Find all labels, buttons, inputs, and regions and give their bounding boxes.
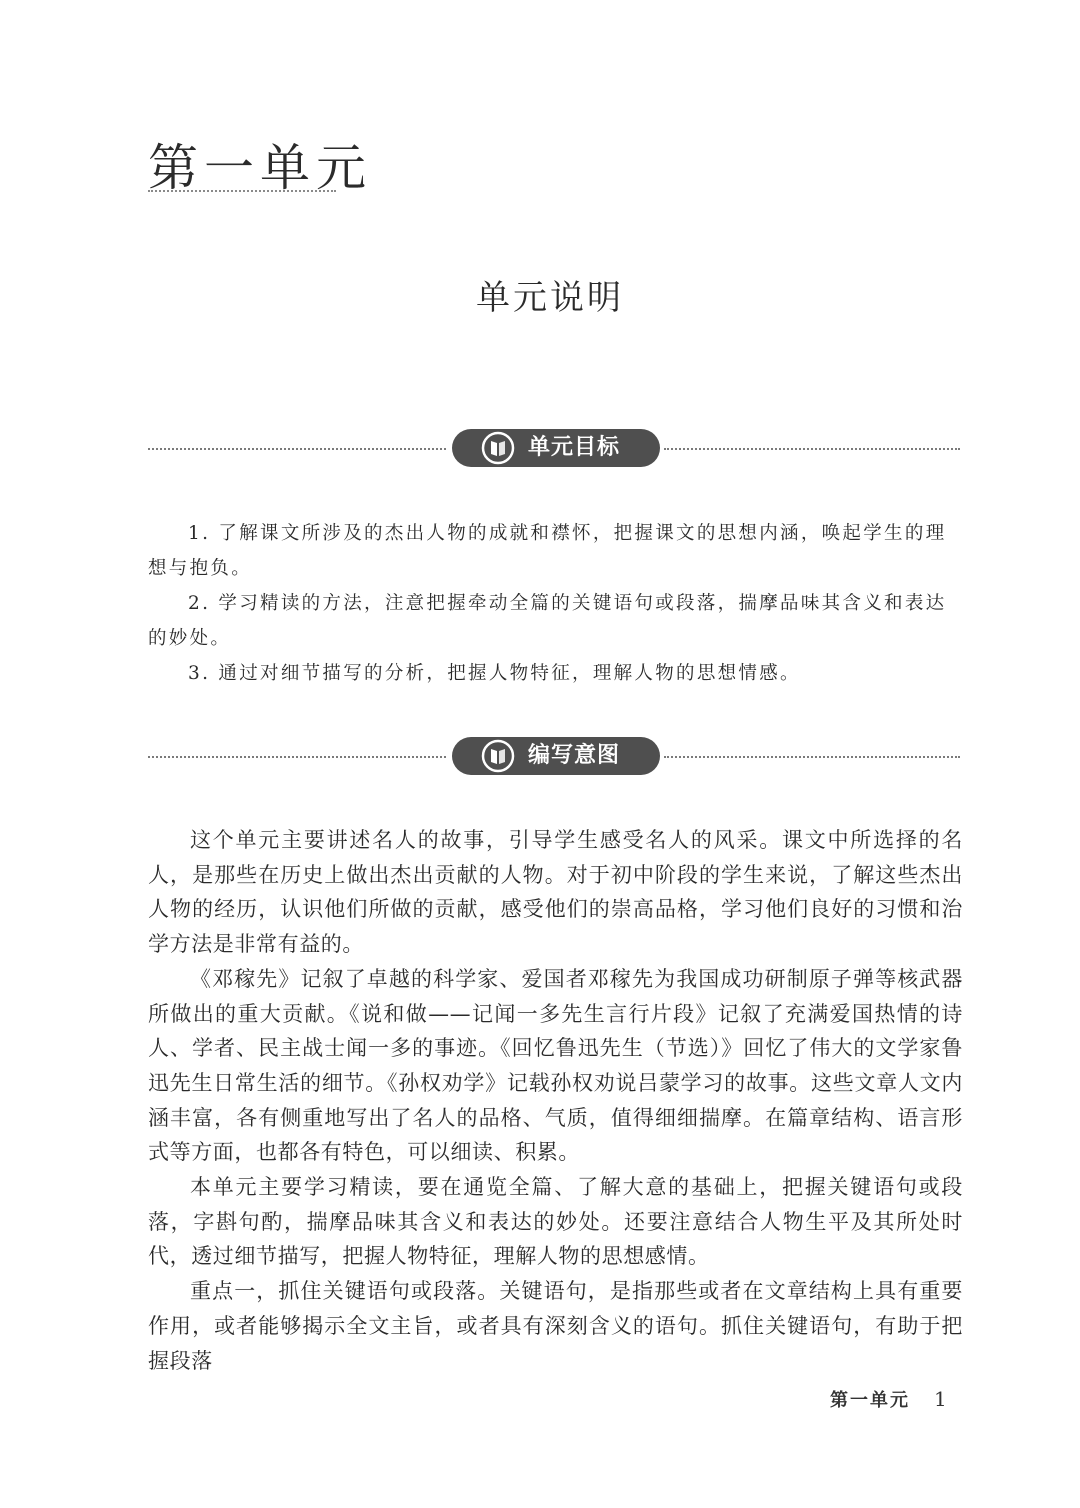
page-number: 1 <box>934 1387 949 1411</box>
unit-title: 第一单元 <box>148 139 372 197</box>
goal-item: 1. 了解课文所涉及的杰出人物的成就和襟怀，把握课文的思想内涵，唤起学生的理想与抱负。 <box>148 523 947 579</box>
goals-banner <box>148 429 960 469</box>
intent-banner-label: 编写意图 <box>528 743 621 768</box>
intent-paragraph: 这个单元主要讲述名人的故事，引导学生感受名人的风采。课文中所选择的名人，是那些在历史上做出杰出贡献的人物。对于初中阶段的学生来说，了解这些杰出人物的经历，认识他们所做的贡献，感受他们的崇高品格，学习他们良好的习惯和治学方法是非常有益的。 <box>148 828 963 957</box>
banner-divider-left <box>148 448 446 450</box>
goals-banner-pill <box>452 429 660 467</box>
book-icon <box>480 431 516 465</box>
intent-banner-pill <box>452 737 660 775</box>
banner-divider-right <box>664 756 960 758</box>
intent-paragraph: 重点一，抓住关键语句或段落。关键语句，是指那些或者在文章结构上具有重要作用，或者能够揭示全文主旨，或者具有深刻含义的语句。抓住关键语句，有助于把握段落 <box>148 1279 963 1373</box>
page-footer <box>830 1386 949 1412</box>
footer-unit-label: 第一单元 <box>830 1390 910 1411</box>
intent-paragraph: 本单元主要学习精读，要在通览全篇、了解大意的基础上，把握关键语句或段落，字斟句酌，揣摩品味其含义和表达的妙处。还要注意结合人物生平及其所处时代，透过细节描写，把握人物特征，理解人物的思想感情。 <box>148 1175 963 1269</box>
banner-divider-left <box>148 756 446 758</box>
intent-body <box>148 823 963 1378</box>
goals-list <box>148 516 963 691</box>
goal-item: 3. 通过对细节描写的分析，把握人物特征，理解人物的思想情感。 <box>188 663 801 684</box>
goal-item: 2. 学习精读的方法，注意把握牵动全篇的关键语句或段落，揣摩品味其含义和表达的妙处。 <box>148 593 947 649</box>
banner-divider-right <box>664 448 960 450</box>
intent-banner <box>148 737 960 777</box>
book-icon <box>480 739 516 773</box>
section-heading: 单元说明 <box>476 278 624 318</box>
intent-paragraph: 《邓稼先》记叙了卓越的科学家、爱国者邓稼先为我国成功研制原子弹等核武器所做出的重大贡献。《说和做——记闻一多先生言行片段》记叙了充满爱国热情的诗人、学者、民主战士闻一多的事迹。《回忆鲁迅先生（节选）》回忆了伟大的文学家鲁迅先生日常生活的细节。《孙权劝学》记载孙权劝说吕蒙学习的故事。这些文章人文内涵丰富，各有侧重地写出了名人的品格、气质，值得细细揣摩。在篇章结构、语言形式等方面，也都各有特色，可以细读、积累。 <box>148 966 963 1165</box>
goals-banner-label: 单元目标 <box>528 435 621 460</box>
unit-title-underline <box>148 190 336 192</box>
